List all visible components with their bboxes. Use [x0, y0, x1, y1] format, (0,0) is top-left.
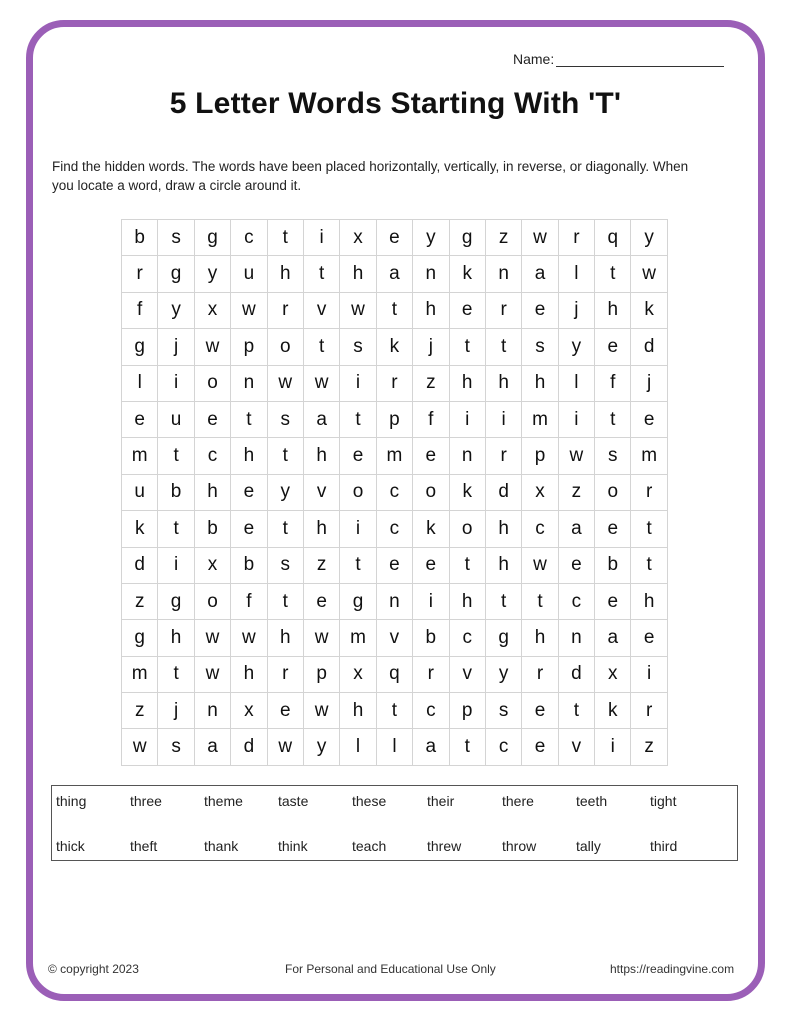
grid-cell[interactable]: t: [522, 584, 558, 620]
grid-cell[interactable]: e: [595, 329, 631, 365]
grid-cell[interactable]: h: [231, 657, 267, 693]
grid-cell[interactable]: w: [631, 256, 667, 292]
grid-cell[interactable]: e: [413, 548, 449, 584]
grid-cell[interactable]: i: [413, 584, 449, 620]
word-bank-item: their: [427, 793, 455, 809]
grid-cell[interactable]: p: [377, 402, 413, 438]
grid-cell[interactable]: k: [631, 293, 667, 329]
grid-cell[interactable]: h: [450, 366, 486, 402]
grid-cell[interactable]: d: [631, 329, 667, 365]
grid-cell[interactable]: t: [559, 693, 595, 729]
grid-cell[interactable]: y: [413, 220, 449, 256]
grid-cell[interactable]: h: [486, 511, 522, 547]
grid-cell[interactable]: e: [268, 693, 304, 729]
grid-cell[interactable]: x: [195, 548, 231, 584]
grid-cell[interactable]: h: [231, 438, 267, 474]
grid-cell[interactable]: u: [231, 256, 267, 292]
footer-usage: For Personal and Educational Use Only: [285, 962, 496, 976]
grid-cell[interactable]: z: [122, 584, 158, 620]
grid-cell[interactable]: t: [268, 220, 304, 256]
grid-cell[interactable]: t: [231, 402, 267, 438]
grid-cell[interactable]: s: [486, 693, 522, 729]
grid-cell[interactable]: i: [595, 729, 631, 765]
grid-cell[interactable]: c: [522, 511, 558, 547]
grid-cell[interactable]: h: [631, 584, 667, 620]
grid-cell[interactable]: i: [340, 366, 376, 402]
grid-cell[interactable]: w: [195, 620, 231, 656]
grid-cell[interactable]: a: [595, 620, 631, 656]
grid-cell[interactable]: k: [122, 511, 158, 547]
grid-cell[interactable]: l: [559, 256, 595, 292]
grid-cell[interactable]: t: [486, 329, 522, 365]
grid-cell[interactable]: o: [595, 475, 631, 511]
grid-cell[interactable]: l: [559, 366, 595, 402]
grid-cell[interactable]: d: [122, 548, 158, 584]
grid-cell[interactable]: c: [559, 584, 595, 620]
grid-cell[interactable]: m: [340, 620, 376, 656]
word-bank-item: tight: [650, 793, 677, 809]
grid-cell[interactable]: z: [631, 729, 667, 765]
grid-cell[interactable]: n: [195, 693, 231, 729]
grid-cell[interactable]: c: [413, 693, 449, 729]
grid-cell[interactable]: h: [522, 366, 558, 402]
grid-cell[interactable]: b: [158, 475, 194, 511]
grid-cell[interactable]: e: [595, 584, 631, 620]
grid-cell[interactable]: w: [559, 438, 595, 474]
grid-cell[interactable]: e: [377, 548, 413, 584]
grid-cell[interactable]: h: [304, 511, 340, 547]
grid-cell[interactable]: e: [304, 584, 340, 620]
grid-cell[interactable]: s: [158, 729, 194, 765]
grid-cell[interactable]: h: [158, 620, 194, 656]
grid-cell[interactable]: j: [559, 293, 595, 329]
grid-cell[interactable]: e: [340, 438, 376, 474]
word-bank-item: tally: [576, 838, 601, 854]
grid-cell[interactable]: y: [195, 256, 231, 292]
grid-cell[interactable]: o: [450, 511, 486, 547]
grid-cell[interactable]: g: [195, 220, 231, 256]
grid-cell[interactable]: h: [486, 548, 522, 584]
grid-cell[interactable]: h: [268, 620, 304, 656]
grid-cell[interactable]: a: [195, 729, 231, 765]
grid-cell[interactable]: f: [413, 402, 449, 438]
instructions-text: Find the hidden words. The words have been placed horizontally, vertically, in reverse, or diagonally. When you locate a word, draw a circle around it.: [52, 159, 689, 193]
grid-cell[interactable]: g: [158, 256, 194, 292]
grid-cell[interactable]: n: [377, 584, 413, 620]
grid-cell[interactable]: o: [195, 584, 231, 620]
grid-cell[interactable]: l: [122, 366, 158, 402]
grid-cell[interactable]: x: [195, 293, 231, 329]
grid-cell[interactable]: o: [268, 329, 304, 365]
grid-cell[interactable]: m: [122, 657, 158, 693]
grid-cell[interactable]: t: [340, 402, 376, 438]
grid-cell[interactable]: w: [122, 729, 158, 765]
grid-cell[interactable]: t: [486, 584, 522, 620]
grid-cell[interactable]: s: [268, 548, 304, 584]
footer-website: https://readingvine.com: [610, 962, 735, 976]
grid-cell[interactable]: j: [413, 329, 449, 365]
grid-cell[interactable]: w: [231, 293, 267, 329]
grid-cell[interactable]: h: [304, 438, 340, 474]
grid-cell[interactable]: z: [486, 220, 522, 256]
grid-cell[interactable]: q: [595, 220, 631, 256]
grid-cell[interactable]: s: [522, 329, 558, 365]
grid-cell[interactable]: i: [340, 511, 376, 547]
grid-cell[interactable]: t: [595, 256, 631, 292]
grid-cell[interactable]: l: [340, 729, 376, 765]
grid-cell[interactable]: t: [377, 293, 413, 329]
grid-cell[interactable]: f: [595, 366, 631, 402]
word-bank-item: teeth: [576, 793, 608, 809]
grid-cell[interactable]: g: [340, 584, 376, 620]
grid-cell[interactable]: e: [231, 511, 267, 547]
grid-cell[interactable]: w: [304, 620, 340, 656]
grid-cell[interactable]: h: [340, 256, 376, 292]
word-bank-item: theft: [130, 838, 158, 854]
grid-cell[interactable]: i: [158, 548, 194, 584]
grid-cell[interactable]: c: [450, 620, 486, 656]
grid-cell[interactable]: z: [559, 475, 595, 511]
grid-cell[interactable]: t: [631, 548, 667, 584]
grid-cell[interactable]: x: [231, 693, 267, 729]
grid-cell[interactable]: e: [122, 402, 158, 438]
grid-cell[interactable]: b: [595, 548, 631, 584]
grid-cell[interactable]: p: [231, 329, 267, 365]
grid-cell[interactable]: t: [340, 548, 376, 584]
grid-cell[interactable]: a: [522, 256, 558, 292]
grid-cell[interactable]: i: [486, 402, 522, 438]
grid-cell[interactable]: v: [377, 620, 413, 656]
grid-cell[interactable]: w: [304, 693, 340, 729]
grid-cell[interactable]: t: [450, 548, 486, 584]
name-blank-line: [556, 52, 724, 67]
word-bank-item: thank: [204, 838, 239, 854]
grid-cell[interactable]: w: [195, 657, 231, 693]
grid-cell[interactable]: w: [268, 729, 304, 765]
grid-cell[interactable]: i: [450, 402, 486, 438]
grid-cell[interactable]: n: [450, 438, 486, 474]
grid-cell[interactable]: i: [158, 366, 194, 402]
grid-cell[interactable]: o: [413, 475, 449, 511]
word-bank-item: third: [650, 838, 678, 854]
grid-cell[interactable]: c: [377, 475, 413, 511]
grid-cell[interactable]: i: [559, 402, 595, 438]
grid-cell[interactable]: w: [522, 220, 558, 256]
grid-cell[interactable]: t: [158, 511, 194, 547]
grid-cell[interactable]: c: [231, 220, 267, 256]
grid-cell[interactable]: z: [413, 366, 449, 402]
word-bank-item: three: [130, 793, 162, 809]
grid-cell[interactable]: t: [377, 693, 413, 729]
grid-cell[interactable]: f: [122, 293, 158, 329]
grid-cell[interactable]: t: [631, 511, 667, 547]
grid-cell[interactable]: r: [486, 438, 522, 474]
grid-cell[interactable]: g: [122, 620, 158, 656]
grid-cell[interactable]: b: [231, 548, 267, 584]
grid-cell[interactable]: y: [158, 293, 194, 329]
grid-cell[interactable]: e: [631, 620, 667, 656]
grid-cell[interactable]: t: [595, 402, 631, 438]
grid-cell[interactable]: u: [122, 475, 158, 511]
grid-cell[interactable]: w: [522, 548, 558, 584]
word-bank-item: theme: [204, 793, 243, 809]
grid-cell[interactable]: e: [413, 438, 449, 474]
grid-cell[interactable]: s: [595, 438, 631, 474]
word-bank-item: taste: [278, 793, 309, 809]
grid-cell[interactable]: v: [304, 475, 340, 511]
worksheet-title: 5 Letter Words Starting With 'T': [169, 87, 622, 120]
grid-cell[interactable]: f: [231, 584, 267, 620]
grid-cell[interactable]: v: [450, 657, 486, 693]
grid-cell[interactable]: h: [195, 475, 231, 511]
grid-cell[interactable]: w: [268, 366, 304, 402]
grid-cell[interactable]: x: [522, 475, 558, 511]
grid-cell[interactable]: y: [486, 657, 522, 693]
grid-cell[interactable]: t: [450, 329, 486, 365]
grid-cell[interactable]: j: [631, 366, 667, 402]
name-field: [513, 51, 724, 67]
grid-cell[interactable]: i: [304, 220, 340, 256]
grid-cell[interactable]: t: [268, 511, 304, 547]
grid-cell[interactable]: r: [522, 657, 558, 693]
grid-cell[interactable]: h: [595, 293, 631, 329]
grid-cell[interactable]: d: [559, 657, 595, 693]
grid-cell[interactable]: q: [377, 657, 413, 693]
grid-cell[interactable]: k: [450, 475, 486, 511]
grid-cell[interactable]: w: [340, 293, 376, 329]
grid-cell[interactable]: e: [377, 220, 413, 256]
grid-cell[interactable]: l: [377, 729, 413, 765]
grid-cell[interactable]: i: [631, 657, 667, 693]
word-search-grid: [121, 219, 668, 766]
grid-cell[interactable]: k: [450, 256, 486, 292]
grid-cell[interactable]: b: [413, 620, 449, 656]
grid-cell[interactable]: v: [304, 293, 340, 329]
grid-cell[interactable]: s: [158, 220, 194, 256]
grid-cell[interactable]: u: [158, 402, 194, 438]
grid-cell[interactable]: h: [268, 256, 304, 292]
grid-cell[interactable]: m: [631, 438, 667, 474]
grid-cell[interactable]: m: [377, 438, 413, 474]
grid-cell[interactable]: e: [559, 548, 595, 584]
grid-cell[interactable]: t: [158, 657, 194, 693]
grid-cell[interactable]: c: [486, 729, 522, 765]
grid-cell[interactable]: t: [304, 256, 340, 292]
grid-cell[interactable]: j: [158, 693, 194, 729]
grid-cell[interactable]: t: [450, 729, 486, 765]
grid-cell[interactable]: b: [122, 220, 158, 256]
grid-cell[interactable]: h: [340, 693, 376, 729]
grid-cell[interactable]: e: [522, 293, 558, 329]
grid-cell[interactable]: r: [377, 366, 413, 402]
grid-cell[interactable]: e: [195, 402, 231, 438]
grid-cell[interactable]: g: [158, 584, 194, 620]
grid-cell[interactable]: y: [631, 220, 667, 256]
grid-cell[interactable]: p: [450, 693, 486, 729]
grid-cell[interactable]: d: [231, 729, 267, 765]
grid-cell[interactable]: e: [631, 402, 667, 438]
grid-cell[interactable]: k: [377, 329, 413, 365]
grid-cell[interactable]: g: [450, 220, 486, 256]
grid-cell[interactable]: h: [450, 584, 486, 620]
grid-cell[interactable]: p: [522, 438, 558, 474]
grid-cell[interactable]: e: [522, 729, 558, 765]
word-bank-item: these: [352, 793, 387, 809]
grid-cell[interactable]: w: [304, 366, 340, 402]
grid-cell[interactable]: k: [413, 511, 449, 547]
grid-cell[interactable]: r: [486, 293, 522, 329]
grid-cell[interactable]: d: [486, 475, 522, 511]
grid-cell[interactable]: s: [268, 402, 304, 438]
grid-cell[interactable]: n: [486, 256, 522, 292]
grid-cell[interactable]: c: [195, 438, 231, 474]
grid-cell[interactable]: n: [413, 256, 449, 292]
grid-cell[interactable]: p: [304, 657, 340, 693]
grid-cell[interactable]: x: [340, 657, 376, 693]
grid-cell[interactable]: e: [522, 693, 558, 729]
grid-cell[interactable]: c: [377, 511, 413, 547]
grid-cell[interactable]: e: [450, 293, 486, 329]
word-bank-item: thing: [56, 793, 87, 809]
grid-cell[interactable]: y: [268, 475, 304, 511]
grid-cell[interactable]: k: [595, 693, 631, 729]
grid-cell[interactable]: n: [559, 620, 595, 656]
grid-cell[interactable]: x: [340, 220, 376, 256]
grid-cell[interactable]: r: [413, 657, 449, 693]
grid-cell[interactable]: r: [631, 475, 667, 511]
grid-cell[interactable]: e: [595, 511, 631, 547]
grid-cell[interactable]: g: [122, 329, 158, 365]
grid-cell[interactable]: m: [122, 438, 158, 474]
word-bank-item: teach: [352, 838, 387, 854]
grid-cell[interactable]: x: [595, 657, 631, 693]
name-label: Name:: [513, 51, 555, 67]
grid-cell[interactable]: t: [304, 329, 340, 365]
grid-cell[interactable]: j: [158, 329, 194, 365]
word-bank-item: think: [278, 838, 308, 854]
grid-cell[interactable]: t: [158, 438, 194, 474]
grid-cell[interactable]: y: [559, 329, 595, 365]
grid-cell[interactable]: r: [559, 220, 595, 256]
grid-cell[interactable]: h: [413, 293, 449, 329]
grid-cell[interactable]: n: [231, 366, 267, 402]
word-bank: [51, 785, 738, 861]
grid-cell[interactable]: r: [631, 693, 667, 729]
grid-cell[interactable]: w: [195, 329, 231, 365]
grid-cell[interactable]: v: [559, 729, 595, 765]
grid-cell[interactable]: w: [231, 620, 267, 656]
grid-cell[interactable]: b: [195, 511, 231, 547]
grid-cell[interactable]: e: [231, 475, 267, 511]
grid-cell[interactable]: z: [122, 693, 158, 729]
word-bank-item: threw: [427, 838, 462, 854]
word-bank-item: throw: [502, 838, 537, 854]
grid-cell[interactable]: g: [486, 620, 522, 656]
grid-cell[interactable]: a: [559, 511, 595, 547]
grid-cell[interactable]: h: [522, 620, 558, 656]
grid-cell[interactable]: r: [268, 293, 304, 329]
grid-cell[interactable]: s: [340, 329, 376, 365]
grid-cell[interactable]: h: [486, 366, 522, 402]
grid-cell[interactable]: t: [268, 584, 304, 620]
grid-cell[interactable]: o: [195, 366, 231, 402]
grid-cell[interactable]: m: [522, 402, 558, 438]
grid-cell[interactable]: t: [268, 438, 304, 474]
grid-cell[interactable]: a: [377, 256, 413, 292]
grid-cell[interactable]: r: [122, 256, 158, 292]
word-bank-item: there: [502, 793, 534, 809]
grid-cell[interactable]: o: [340, 475, 376, 511]
grid-cell[interactable]: r: [268, 657, 304, 693]
grid-cell[interactable]: a: [304, 402, 340, 438]
footer-copyright: © copyright 2023: [48, 962, 139, 976]
grid-cell[interactable]: a: [413, 729, 449, 765]
grid-cell[interactable]: z: [304, 548, 340, 584]
word-bank-item: thick: [56, 838, 85, 854]
grid-cell[interactable]: y: [304, 729, 340, 765]
